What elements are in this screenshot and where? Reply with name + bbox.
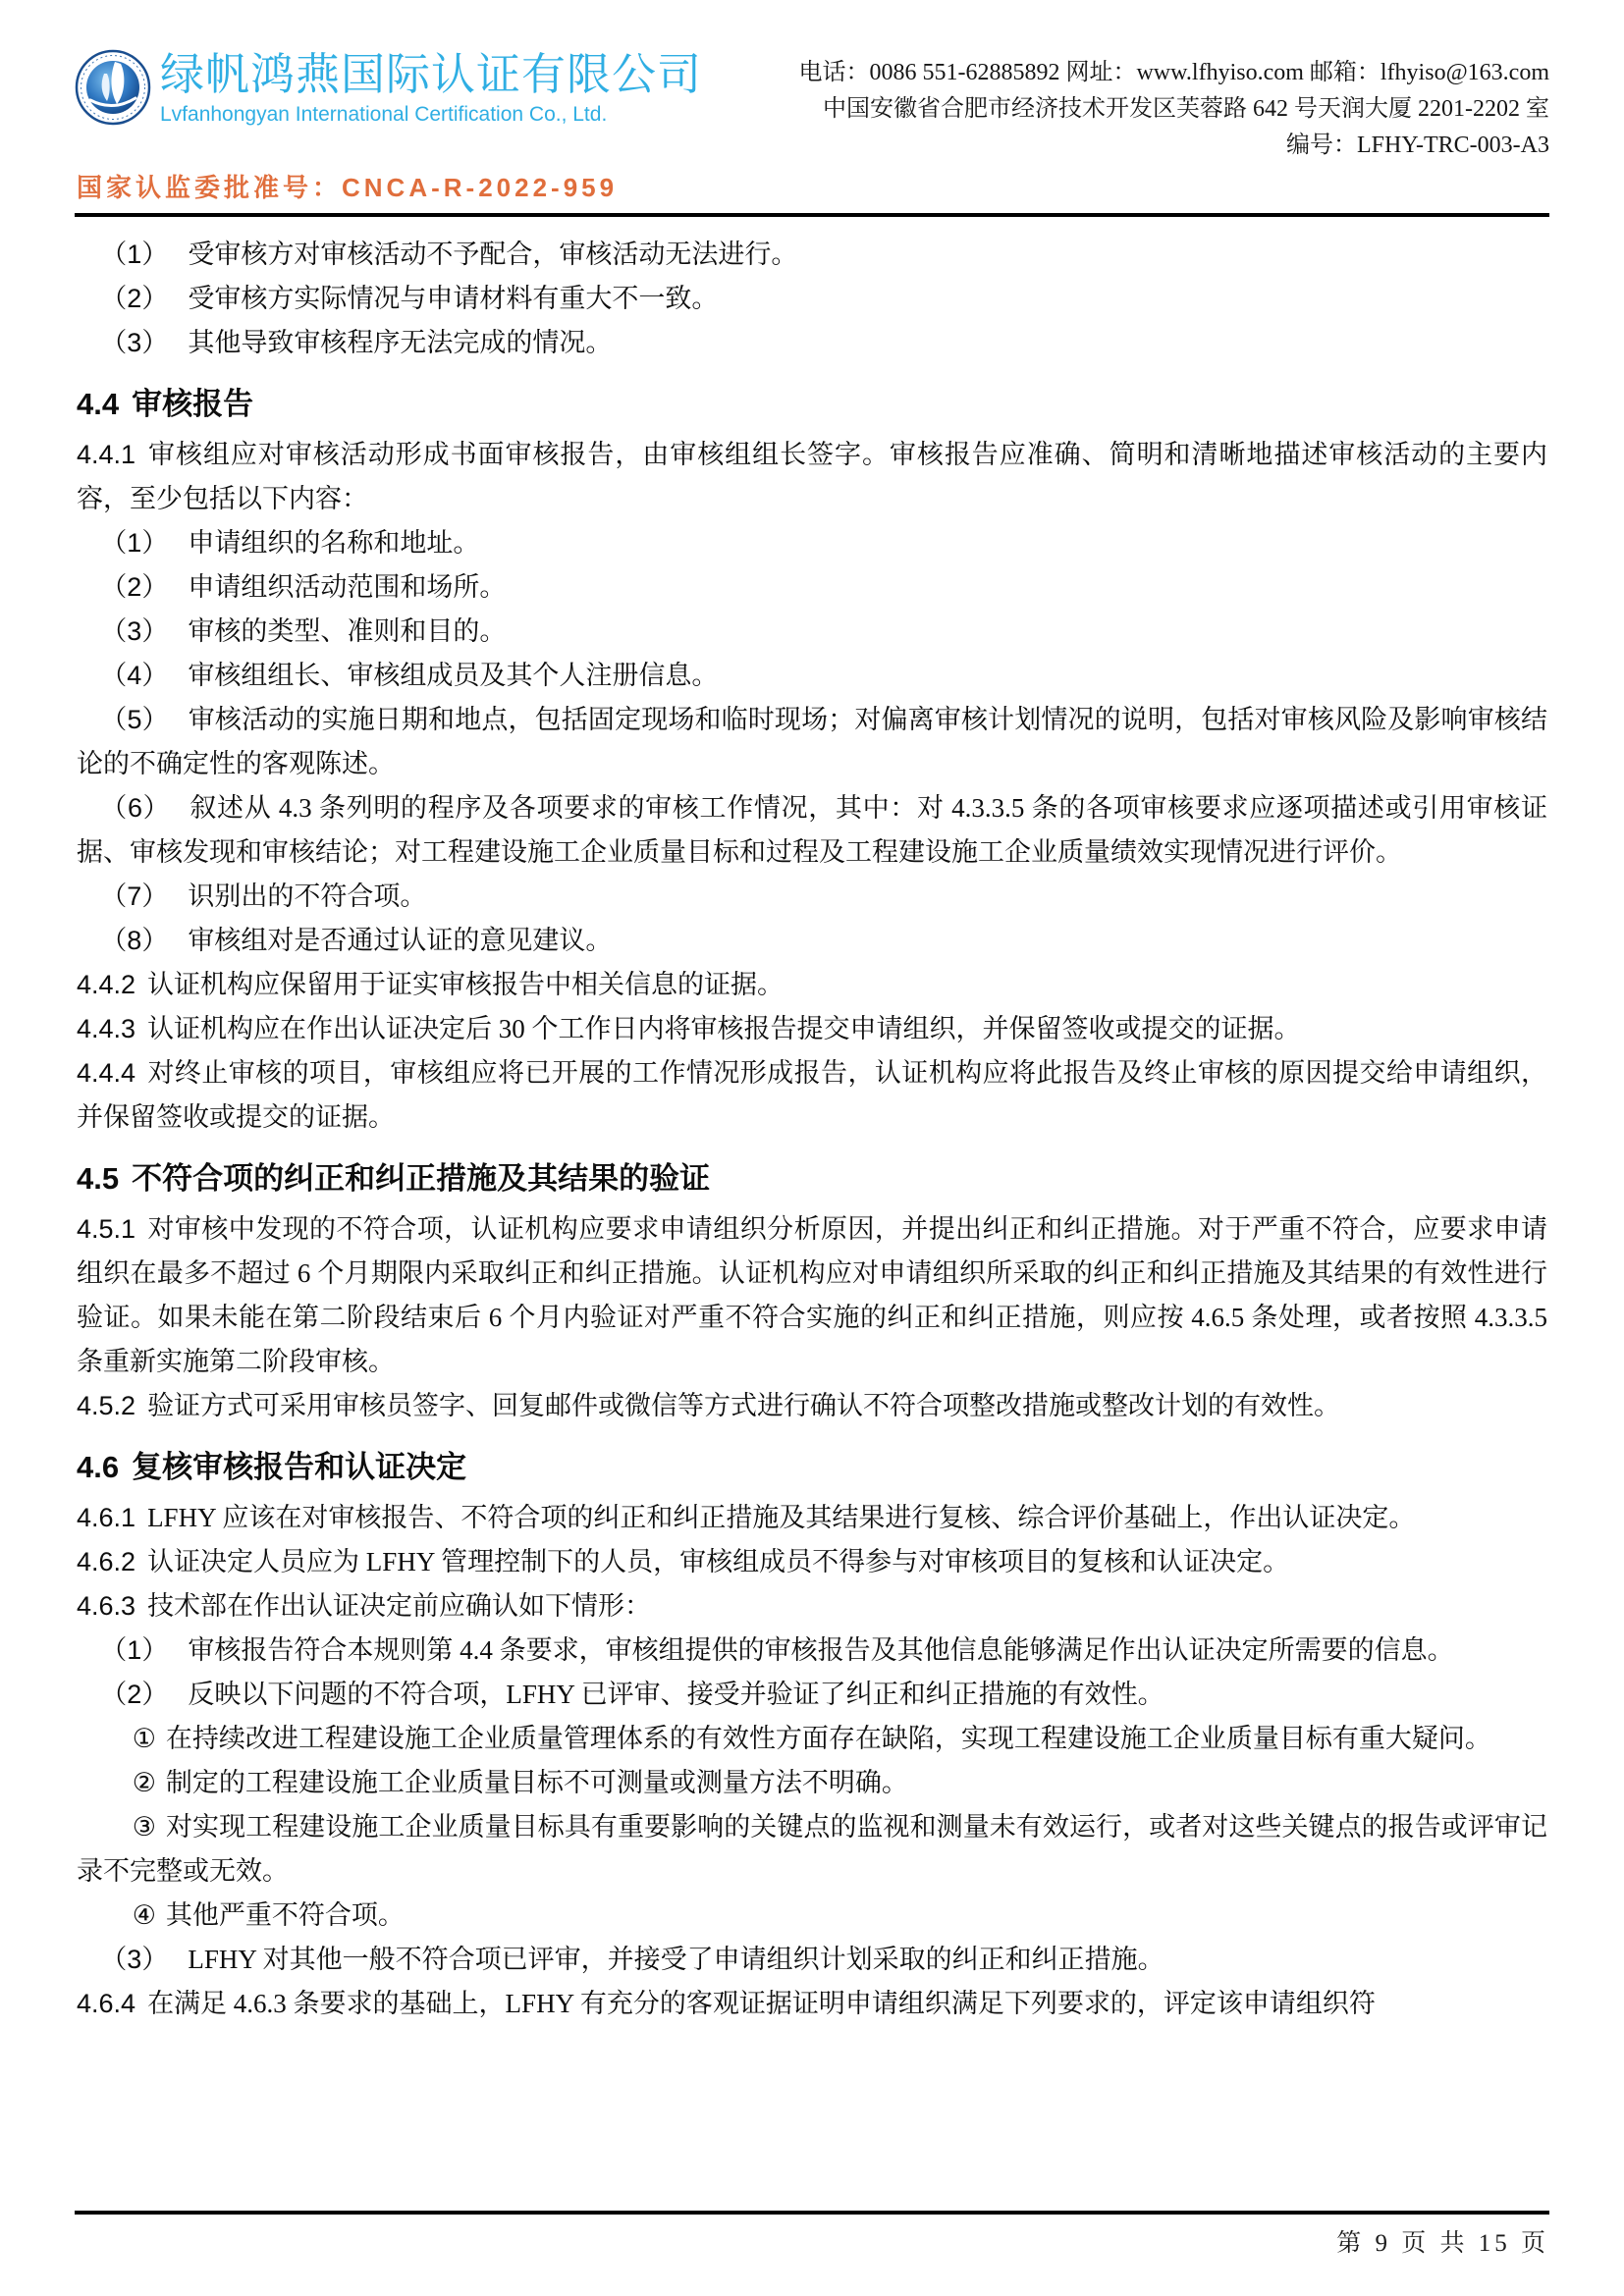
paragraph-text: 申请组织活动范围和场所。 [188,572,507,602]
paragraph-text: 申请组织的名称和地址。 [188,528,480,558]
paragraph-text: 在持续改进工程建设施工企业质量管理体系的有效性方面存在缺陷，实现工程建设施工企业质量目标有重大疑问。 [165,1724,1491,1753]
contact-info [798,49,1549,164]
company-logo-icon [75,49,151,126]
paragraph-number: 4.6 [77,1450,120,1484]
paragraph-text: 复核审核报告和认证决定 [132,1450,467,1484]
paragraph-text: 审核组组长、审核组成员及其个人注册信息。 [188,661,719,690]
paragraph-number: 4.6.3 [77,1591,136,1621]
paragraph-text: 制定的工程建设施工企业质量目标不可测量或测量方法不明确。 [165,1768,908,1797]
paragraph [77,1717,1547,1761]
paragraph-text: 对终止审核的项目，审核组应将已开展的工作情况形成报告，认证机构应将此报告及终止审核的原因提交给申请组织，并保留签收或提交的证据。 [77,1058,1547,1132]
paragraph-text: 对实现工程建设施工企业质量目标具有重要影响的关键点的监视和测量未有效运行，或者对这些关键点的报告或评审记录不完整或无效。 [77,1812,1547,1886]
paragraph-number: （1） [100,1635,169,1665]
paragraph-number: （5） [100,705,169,734]
paragraph [77,321,1547,365]
paragraph-text: 技术部在作出认证决定前应确认如下情形： [147,1591,652,1621]
paragraph [77,1384,1547,1428]
paragraph-number: 4.4.4 [77,1058,136,1088]
footer-divider [75,2211,1549,2215]
paragraph [77,919,1547,963]
paragraph [77,433,1547,521]
paragraph-text: 在满足 4.6.3 条要求的基础上，LFHY 有充分的客观证据证明申请组织满足下列要求的，评定该申请组织符 [147,1989,1376,2018]
paragraph-text: 受审核方实际情况与申请材料有重大不一致。 [188,284,719,313]
paragraph-text: 对审核中发现的不符合项，认证机构应要求申请组织分析原因，并提出纠正和纠正措施。对于严重不符合，应要求申请组织在最多不超过 6 个月期限内采取纠正和纠正措施。认证机构应对申请组织所采取的纠正和纠正措施及其结果的有效性进行验证。如果未能在第二阶段结束后 6 个月内验证对严重不符合实施的纠正和纠正措施，则应按 4.6.5 条处理，或者按照 4.3.3.5 条重新实施第二阶段审核。 [77,1214,1547,1376]
paragraph-number: 4.5 [77,1161,120,1196]
paragraph [77,1673,1547,1717]
paragraph [77,1051,1547,1140]
paragraph-text: 认证机构应在作出认证决定后 30 个工作日内将审核报告提交申请组织，并保留签收或提交的证据。 [147,1014,1301,1043]
paragraph [77,1938,1547,1982]
company-name-cn: 绿帆鸿燕国际认证有限公司 [160,49,703,99]
paragraph [77,1982,1547,2026]
paragraph-number: （2） [100,572,169,602]
paragraph-text: 审核组对是否通过认证的意见建议。 [188,926,613,955]
paragraph-text: 识别出的不符合项。 [188,881,427,911]
paragraph-number: 4.6.1 [77,1503,136,1532]
paragraph-text: 审核报告符合本规则第 4.4 条要求，审核组提供的审核报告及其他信息能够满足作出认证决定所需要的信息。 [188,1635,1454,1665]
paragraph [77,1540,1547,1584]
page-number: 第 9 页 共 15 页 [1336,2230,1549,2257]
paragraph-text: 认证机构应保留用于证实审核报告中相关信息的证据。 [147,970,785,999]
paragraph-text: 审核活动的实施日期和地点，包括固定现场和临时现场；对偏离审核计划情况的说明，包括对审核风险及影响审核结论的不确定性的客观陈述。 [77,705,1547,778]
document-body [0,217,1624,2026]
paragraph-number: 4.5.2 [77,1391,136,1420]
paragraph-number: （4） [100,661,169,690]
paragraph-number: （3） [100,328,169,357]
paragraph [77,1584,1547,1629]
paragraph-number: 4.6.4 [77,1989,136,2018]
paragraph [77,786,1547,875]
contact-line: 电话：0086 551-62885892 网址：www.lfhyiso.com 邮箱：lfhyiso@163.com [798,60,1549,85]
paragraph-text: 其他严重不符合项。 [165,1900,405,1930]
paragraph [77,963,1547,1007]
paragraph-number: ① [132,1724,156,1753]
paragraph [77,1629,1547,1673]
paragraph-text: 认证决定人员应为 LFHY 管理控制下的人员，审核组成员不得参与对审核项目的复核和认证决定。 [147,1547,1290,1576]
paragraph-text: 审核报告 [132,387,254,421]
paragraph [77,233,1547,277]
paragraph-number: （1） [100,240,169,269]
paragraph-number: （7） [100,881,169,911]
paragraph-text: 受审核方对审核活动不予配合，审核活动无法进行。 [188,240,798,269]
doc-number: 编号：LFHY-TRC-003-A3 [1286,133,1549,158]
paragraph-number: （6） [100,793,171,823]
paragraph [77,1207,1547,1384]
paragraph [77,654,1547,698]
section-heading [77,382,1547,427]
paragraph-number: 4.4 [77,387,120,421]
paragraph [77,1496,1547,1540]
letterhead [0,0,1624,204]
paragraph-number: （1） [100,528,169,558]
paragraph-text: LFHY 应该在对审核报告、不符合项的纠正和纠正措施及其结果进行复核、综合评价基础上，作出认证决定。 [147,1503,1416,1532]
paragraph-text: 叙述从 4.3 条列明的程序及各项要求的审核工作情况，其中：对 4.3.3.5 条的各项审核要求应逐项描述或引用审核证据、审核发现和审核结论；对工程建设施工企业质量目标和过程及工程建设施工企业质量绩效实现情况进行评价。 [77,793,1547,867]
paragraph-number: （8） [100,926,169,955]
paragraph-text: 审核的类型、准则和目的。 [188,616,507,646]
paragraph [77,1761,1547,1805]
paragraph [77,1805,1547,1894]
paragraph-text: LFHY 对其他一般不符合项已评审，并接受了申请组织计划采取的纠正和纠正措施。 [188,1945,1164,1974]
paragraph-number: 4.6.2 [77,1547,136,1576]
paragraph-text: 反映以下问题的不符合项，LFHY 已评审、接受并验证了纠正和纠正措施的有效性。 [188,1680,1164,1709]
approval-number: 国家认监委批准号：CNCA-R-2022-959 [77,173,619,202]
paragraph-number: （2） [100,1680,169,1709]
paragraph-number: ② [132,1768,156,1797]
section-heading [77,1156,1547,1201]
paragraph [77,277,1547,321]
address-line: 中国安徽省合肥市经济技术开发区芙蓉路 642 号天润大厦 2201-2202 室 [823,96,1549,122]
paragraph [77,610,1547,654]
paragraph [77,875,1547,919]
paragraph-number: 4.4.1 [77,440,136,469]
paragraph [77,1894,1547,1938]
paragraph [77,698,1547,786]
brand-text [160,49,702,127]
paragraph-text: 验证方式可采用审核员签字、回复邮件或微信等方式进行确认不符合项整改措施或整改计划的有效性。 [147,1391,1341,1420]
paragraph-number: 4.4.3 [77,1014,136,1043]
paragraph-number: （2） [100,284,169,313]
paragraph-text: 其他导致审核程序无法完成的情况。 [188,328,613,357]
paragraph [77,521,1547,565]
page-footer [75,2211,1549,2259]
paragraph-text: 不符合项的纠正和纠正措施及其结果的验证 [132,1161,711,1196]
brand [75,49,702,127]
letterhead-top [75,49,1549,164]
paragraph-number: （3） [100,616,169,646]
paragraph [77,565,1547,610]
paragraph-number: 4.4.2 [77,970,136,999]
paragraph-number: 4.5.1 [77,1214,136,1244]
paragraph-number: ③ [132,1812,156,1842]
paragraph-text: 审核组应对审核活动形成书面审核报告，由审核组组长签字。审核报告应准确、简明和清晰地描述审核活动的主要内容，至少包括以下内容： [77,440,1547,513]
paragraph-number: （3） [100,1945,169,1974]
paragraph [77,1007,1547,1051]
company-name-en: Lvfanhongyan International Certification Co., Ltd. [160,102,608,126]
paragraph-number: ④ [132,1900,156,1930]
section-heading [77,1445,1547,1490]
